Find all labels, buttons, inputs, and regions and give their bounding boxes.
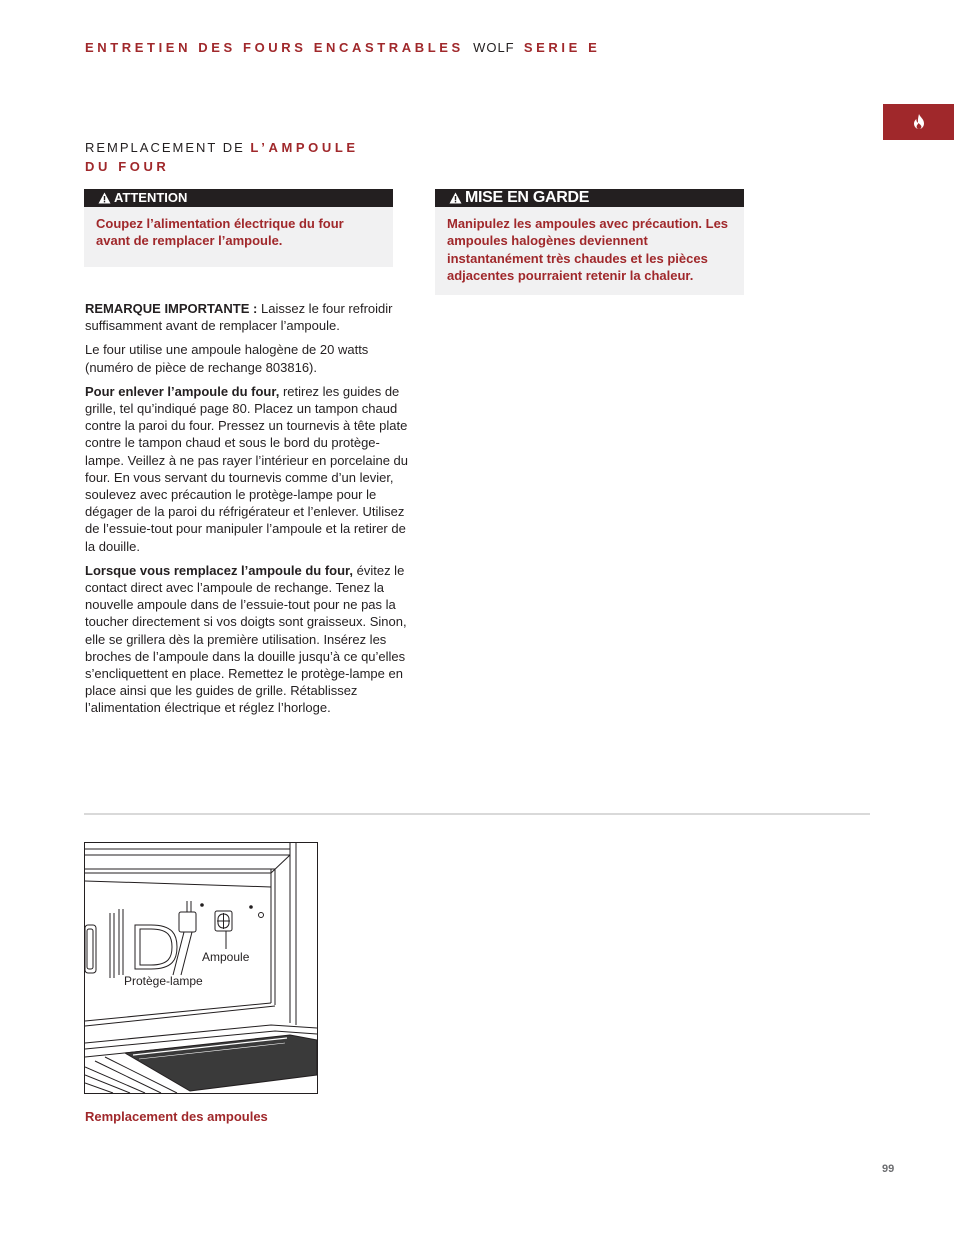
header-brand: WOLF bbox=[473, 40, 515, 55]
attention-bar bbox=[84, 189, 393, 207]
attention-label: ATTENTION bbox=[114, 190, 188, 205]
remove-bulb-paragraph bbox=[85, 383, 410, 555]
caution-bar bbox=[435, 189, 744, 207]
caution-label: MISE EN GARDE bbox=[465, 189, 590, 206]
lamp-cover-label: Protège-lampe bbox=[124, 974, 203, 988]
important-note-text: Laissez le four refroidir suffisamment avant de remplacer l’ampoule. bbox=[85, 301, 393, 334]
important-note-lead: REMARQUE IMPORTANTE : bbox=[85, 301, 258, 316]
replace-bulb-text: évitez le contact direct avec l’ampoule de rechange. Tenez la nouvelle ampoule dans de l’essuie-tout pour ne pas la toucher directement si vos doigts sont graisseux. Sinon, elle se grillera dès la première utilisation. Insérez les broches de l’ampoule dans la douille jusqu’à ce qu’elles s’encliquettent en place. Remettez le protège-lampe en place ainsi que les guides de grille. Rétablissez l’alimentation électrique et réglez l’horloge. bbox=[85, 562, 407, 716]
section-tab bbox=[883, 104, 954, 140]
section-title-prefix: REMPLACEMENT DE bbox=[85, 140, 245, 155]
figure-caption: Remplacement des ampoules bbox=[85, 1109, 268, 1124]
replace-bulb-paragraph bbox=[85, 562, 410, 717]
remove-bulb-text: retirez les guides de grille, tel qu’indiqué page 80. Placez un tampon chaud contre la paroi du four. Pressez un tournevis à tête plate contre le tampon chaud et sous le bord du protège-lampe. Veillez à ne pas rayer l’intérieur en porcelaine du four. En vous servant du tournevis comme d’un levier, soulevez avec précaution le protège-lampe pour le dégager de la paroi du réfrigérateur et l’enlever. Utilisez de l’essuie-tout pour manipuler l’ampoule et la retirer de la douille. bbox=[85, 383, 409, 554]
section-title-highlight-1: L’AMPOULE bbox=[250, 140, 359, 155]
remove-bulb-lead: Pour enlever l’ampoule du four, bbox=[85, 383, 280, 399]
section-title bbox=[85, 138, 359, 176]
important-note bbox=[85, 300, 410, 334]
instructions bbox=[85, 300, 410, 724]
bulb-spec: Le four utilise une ampoule halogène de 20 watts (numéro de pièce de rechange 803816). bbox=[85, 342, 369, 375]
attention-box bbox=[84, 189, 393, 267]
section-title-highlight-2: DU FOUR bbox=[85, 159, 170, 174]
running-header bbox=[85, 40, 600, 55]
flame-icon bbox=[913, 114, 925, 129]
header-title: ENTRETIEN DES FOURS ENCASTRABLES bbox=[85, 40, 464, 55]
warning-triangle-icon bbox=[98, 192, 111, 204]
section-divider bbox=[84, 813, 870, 815]
caution-box bbox=[435, 189, 744, 295]
caution-message: Manipulez les ampoules avec précaution. Les ampoules halogènes deviennent instantanément très chaudes et les pièces adjacentes pourraient retenir la chaleur. bbox=[447, 216, 729, 283]
replace-bulb-lead: Lorsque vous remplacez l’ampoule du four, bbox=[85, 562, 353, 578]
page-number: 99 bbox=[882, 1163, 895, 1175]
attention-message: Coupez l’alimentation électrique du four avant de remplacer l’ampoule. bbox=[96, 216, 344, 249]
oven-interior-illustration bbox=[84, 842, 318, 1094]
header-series: SERIE E bbox=[523, 40, 601, 55]
warning-triangle-icon bbox=[449, 192, 462, 204]
bulb-label: Ampoule bbox=[202, 950, 250, 964]
